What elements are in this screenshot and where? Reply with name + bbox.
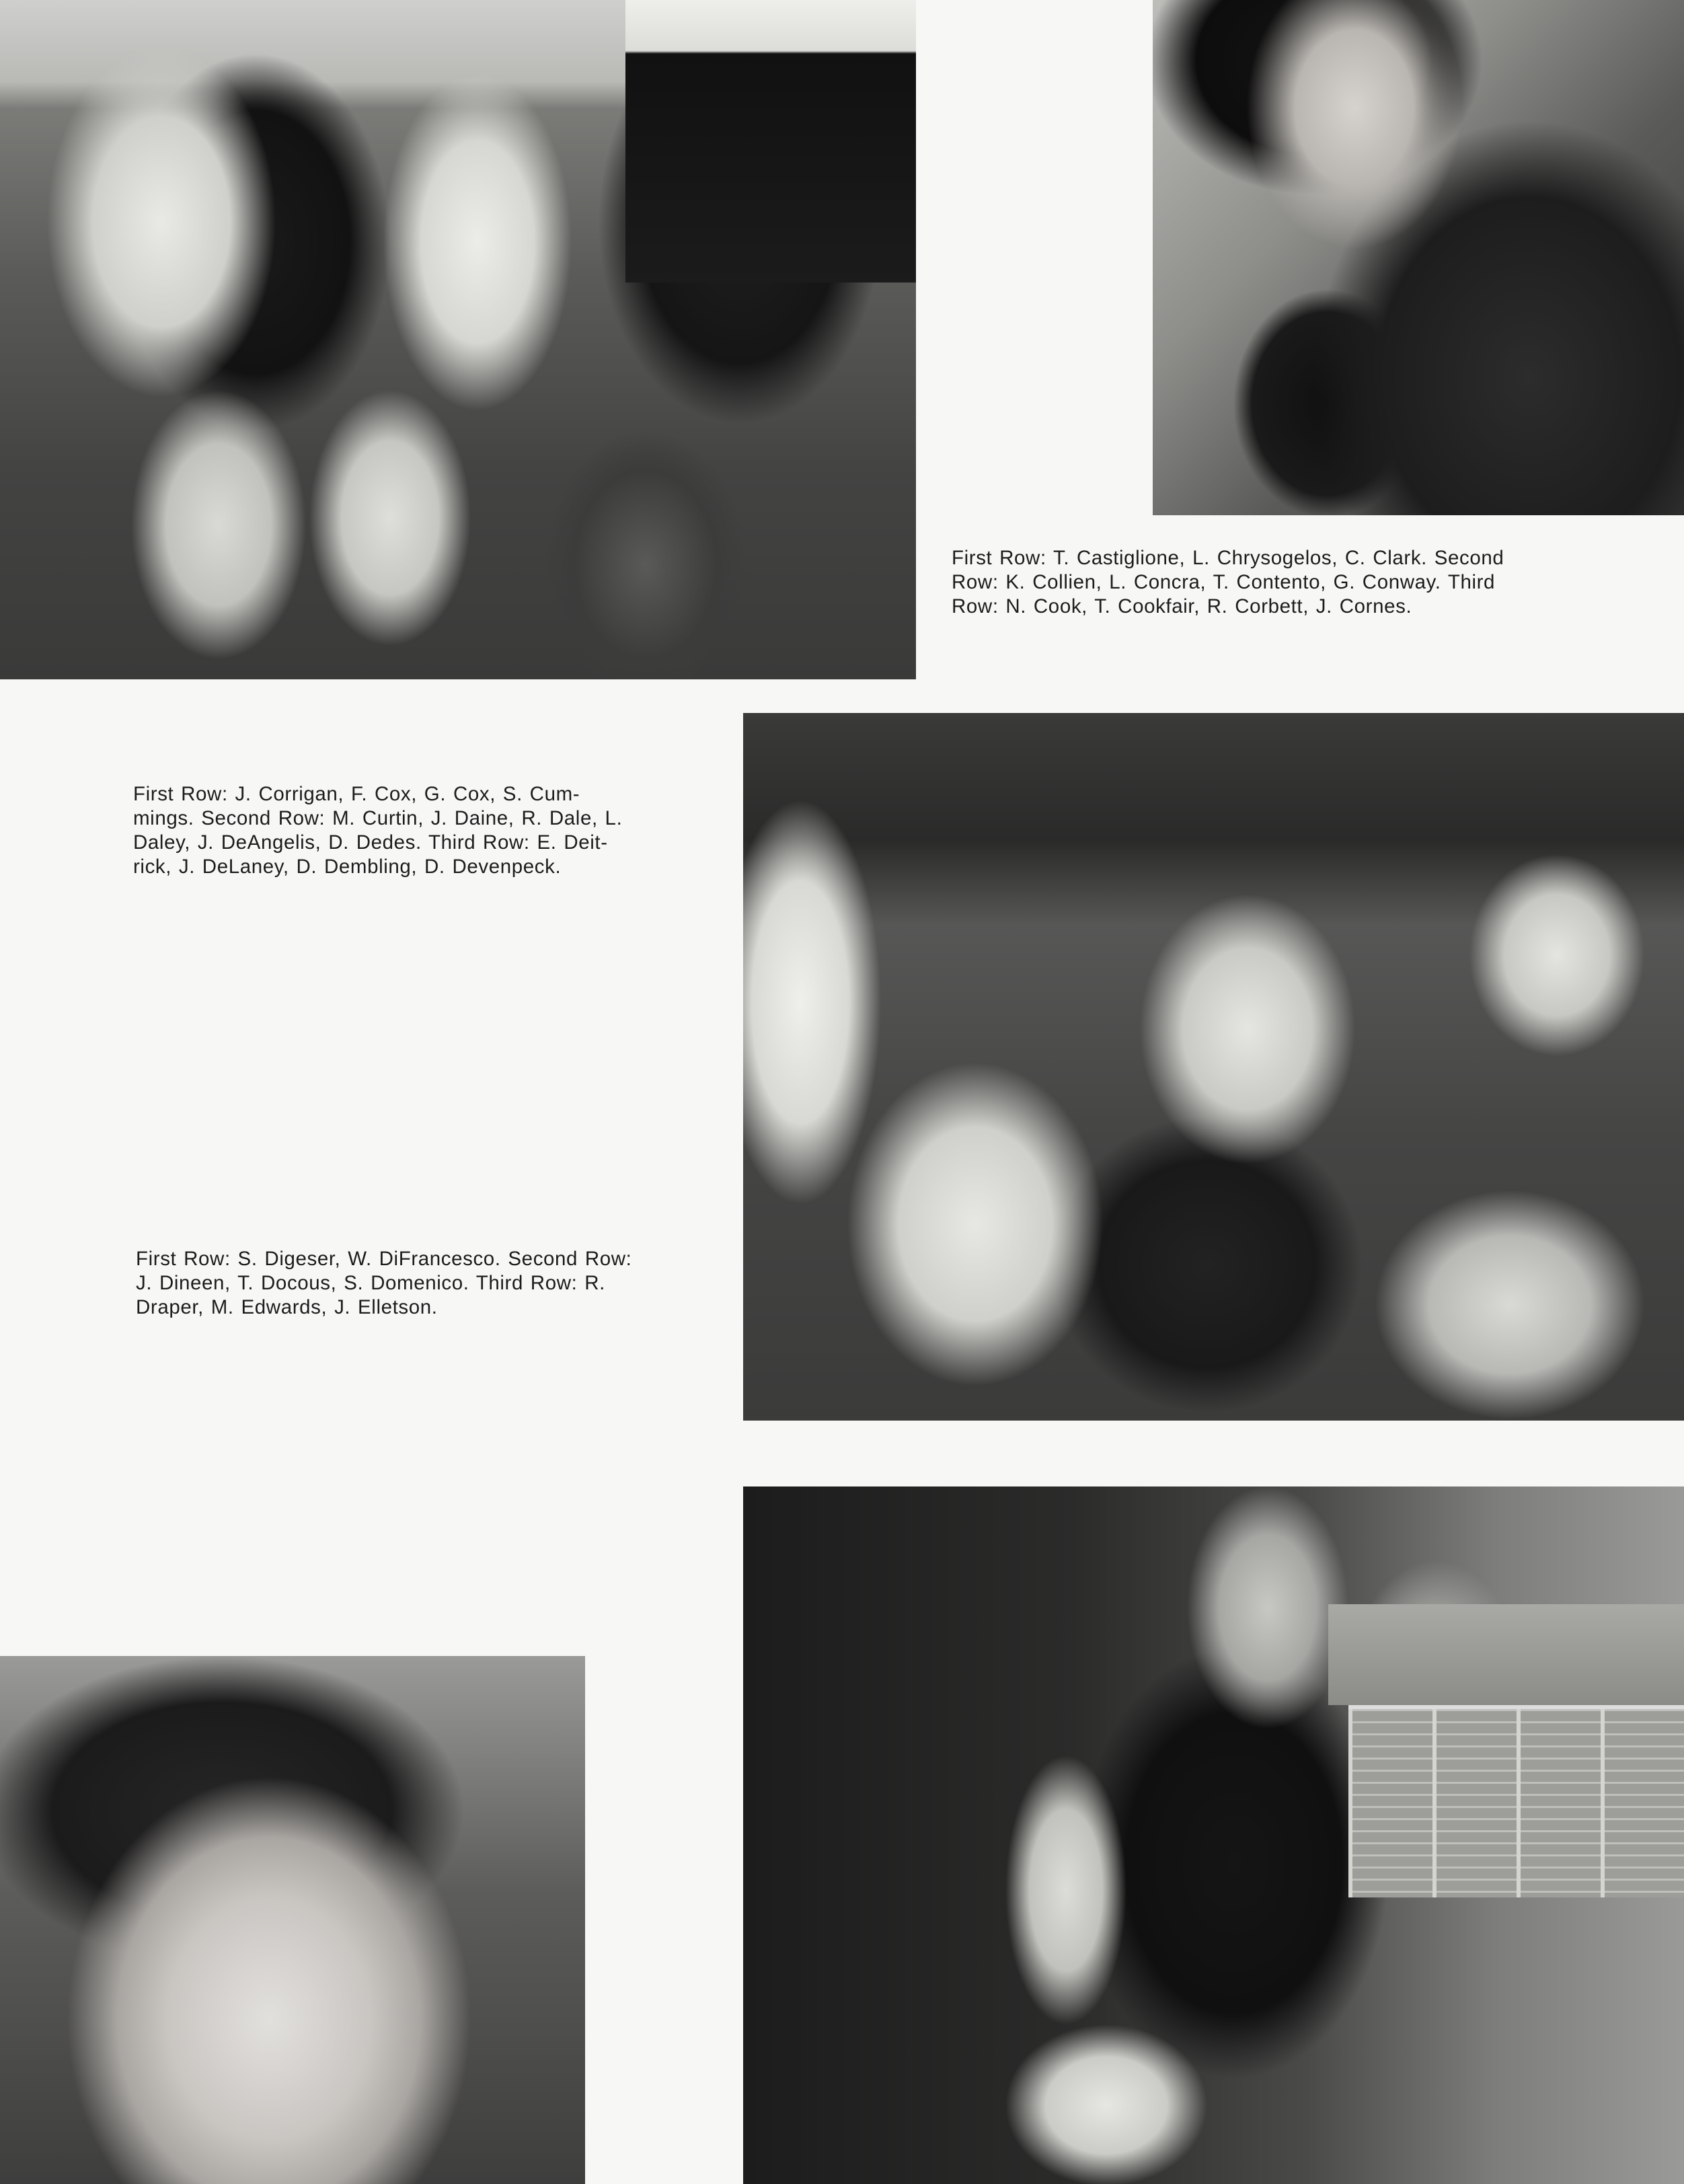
microscope-portrait-photo [1153, 0, 1684, 515]
closeup-portrait-photo [0, 1656, 585, 2184]
building-corner [625, 0, 916, 283]
caption-lower-left [136, 1247, 681, 1320]
group-photo-bottom-right [743, 1486, 1684, 2184]
caption-line: Row: N. Cook, T. Cookfair, R. Corbett, J. Cornes. [952, 595, 1412, 617]
group-photo-middle-right [743, 713, 1684, 1421]
caption-line: First Row: S. Digeser, W. DiFrancesco. Second Row: [136, 1248, 632, 1270]
building-windows [1348, 1705, 1684, 1897]
caption-line: mings. Second Row: M. Curtin, J. Daine, R. Dale, L. [133, 807, 623, 829]
caption-line: First Row: J. Corrigan, F. Cox, G. Cox, S. Cum- [133, 783, 580, 805]
caption-line: J. Dineen, T. Docous, S. Domenico. Third Row: R. [136, 1272, 605, 1294]
caption-top-right [952, 546, 1594, 619]
caption-line: Row: K. Collien, L. Concra, T. Contento, G. Conway. Third [952, 571, 1496, 593]
building-roof [1328, 1604, 1684, 1705]
caption-line: Daley, J. DeAngelis, D. Dedes. Third Row: E. Deit- [133, 831, 608, 854]
caption-middle-left [133, 782, 678, 879]
caption-line: rick, J. DeLaney, D. Dembling, D. Devenpeck. [133, 856, 562, 878]
caption-line: Draper, M. Edwards, J. Elletson. [136, 1296, 438, 1318]
caption-line: First Row: T. Castiglione, L. Chrysogelos, C. Clark. Second [952, 547, 1504, 569]
group-photo-top-left [0, 0, 916, 679]
